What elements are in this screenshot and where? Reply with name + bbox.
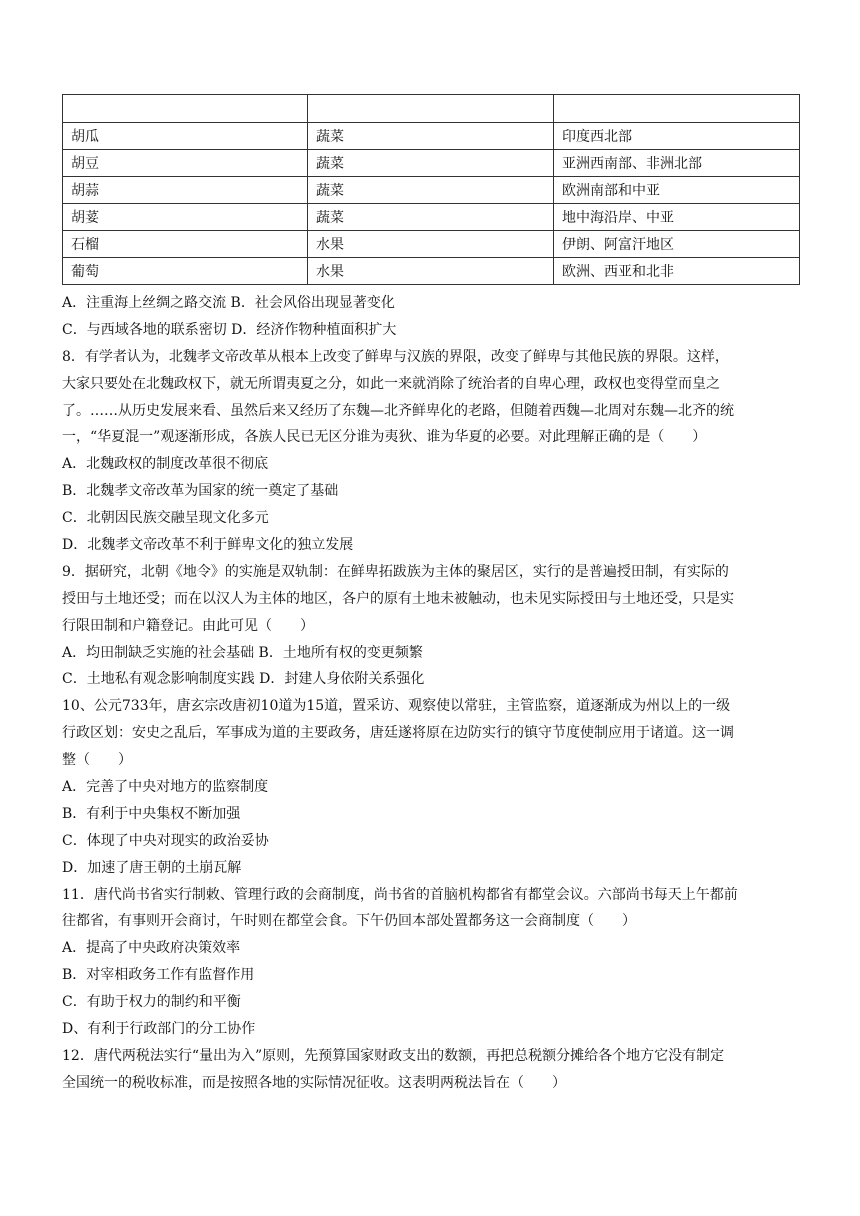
table-cell: 欧洲南部和中亚 — [554, 177, 800, 204]
table-cell: 蔬菜 — [308, 204, 554, 231]
option-line: C．北朝因民族交融呈现文化多元 — [62, 510, 269, 527]
question-8-stem: 一，“华夏混一”观逐渐形成，各族人民已无区分谁为夷狄、谁为华夏的必要。对此理解正确的是（ ） — [62, 429, 707, 446]
table-cell: 印度西北部 — [554, 123, 800, 150]
option-line: D、有利于行政部门的分工协作 — [62, 1021, 256, 1038]
table-cell: 蔬菜 — [308, 150, 554, 177]
question-9-stem: 行限田制和户籍登记。由此可见（ ） — [62, 617, 314, 634]
table-cell: 胡瓜 — [63, 123, 308, 150]
option-line: A．注重海上丝绸之路交流 B．社会风俗出现显著变化 — [62, 295, 395, 311]
option-line: A．完善了中央对地方的监察制度 — [62, 779, 269, 796]
table-cell: 欧洲、西亚和北非 — [554, 258, 800, 285]
table-cell: 胡蒜 — [63, 177, 308, 204]
option-line: B．北魏孝文帝改革为国家的统一奠定了基础 — [62, 483, 339, 500]
question-9-stem: 授田与土地还受；而在以汉人为主体的地区，各户的原有土地未被触动，也未见实际授田与土地还受，只是实 — [62, 590, 734, 607]
table-cell: 蔬菜 — [308, 177, 554, 204]
table-cell: 胡豆 — [63, 150, 308, 177]
table-row — [63, 123, 800, 150]
option-line: B．对宰相政务工作有监督作用 — [62, 967, 255, 984]
option-line: A．均田制缺乏实施的社会基础 B．土地所有权的变更频繁 — [62, 644, 423, 661]
question-11-stem: 往都省，有事则开会商讨，午时则在都堂会食。下午仍回本部处置都务这一会商制度（ ） — [62, 913, 636, 930]
question-8-stem: 8．有学者认为，北魏孝文帝改革从根本上改变了鲜卑与汉族的界限，改变了鲜卑与其他民族的界限。这样， — [62, 348, 729, 365]
table-cell: 水果 — [308, 231, 554, 258]
table-cell: 石榴 — [63, 231, 308, 258]
option-line: C．与西域各地的联系密切 D．经济作物种植面积扩大 — [62, 321, 397, 338]
option-line: C．体现了中央对现实的政治妥协 — [62, 832, 269, 849]
option-line: A．北魏政权的制度改革很不彻底 — [62, 456, 269, 473]
question-8-stem: 了。……从历史发展来看、虽然后来又经历了东魏—北齐鲜卑化的老路，但随着西魏—北周对东魏—北齐的统 — [62, 402, 734, 419]
table-cell: 地中海沿岸、中亚 — [554, 204, 800, 231]
option-line: A．提高了中央政府决策效率 — [62, 940, 241, 957]
question-10-stem: 整（ ） — [62, 752, 132, 769]
option-line: D．加速了唐王朝的土崩瓦解 — [62, 859, 242, 876]
question-8-stem: 大家只要处在北魏政权下，就无所谓夷夏之分，如此一来就消除了统治者的自卑心理，政权也变得堂而皇之 — [62, 375, 720, 392]
table-cell: 胡荽 — [63, 204, 308, 231]
question-12-stem: 全国统一的税收标准，而是按照各地的实际情况征收。这表明两税法旨在（ ） — [62, 1074, 566, 1091]
table-header-cell — [308, 95, 554, 123]
table-header-cell — [554, 95, 800, 123]
table-cell: 葡萄 — [63, 258, 308, 285]
question-11-stem: 11．唐代尚书省实行制敕、管理行政的会商制度，尚书省的首脑机构都省有都堂会议。六部尚书每天上午都前 — [62, 886, 738, 903]
table-cell: 亚洲西南部、非洲北部 — [554, 150, 800, 177]
question-12-stem: 12．唐代两税法实行“量出为入”原则，先预算国家财政支出的数额，再把总税额分摊给各个地方它没有制定 — [62, 1047, 725, 1064]
question-10-stem: 行政区划：安史之乱后，军事成为道的主要政务，唐廷遂将原在边防实行的镇守节度使制应用于诸道。这一调 — [62, 725, 734, 742]
option-line: C．有助于权力的制约和平衡 — [62, 994, 241, 1011]
table-row — [63, 204, 800, 231]
origin-table — [62, 94, 800, 285]
table-cell: 伊朗、阿富汗地区 — [554, 231, 800, 258]
table-header-row — [63, 95, 800, 123]
table-row — [63, 150, 800, 177]
table-row — [63, 177, 800, 204]
option-line: B．有利于中央集权不断加强 — [62, 805, 241, 822]
table-row — [63, 258, 800, 285]
table-cell: 水果 — [308, 258, 554, 285]
table-header-cell — [63, 95, 308, 123]
question-text-block — [62, 290, 802, 1097]
table-row — [63, 231, 800, 258]
question-9-stem: 9．据研究，北朝《地令》的实施是双轨制：在鲜卑拓跋族为主体的聚居区，实行的是普遍授田制，有实际的 — [62, 563, 729, 580]
table-cell: 蔬菜 — [308, 123, 554, 150]
question-10-stem: 10、公元733年，唐玄宗改唐初10道为15道，置采访、观察使以常驻，主管监察，道逐渐成为州以上的一级 — [62, 698, 731, 715]
option-line: C．土地私有观念影响制度实践 D．封建人身依附关系强化 — [62, 671, 425, 688]
option-line: D．北魏孝文帝改革不利于鲜卑文化的独立发展 — [62, 537, 354, 554]
